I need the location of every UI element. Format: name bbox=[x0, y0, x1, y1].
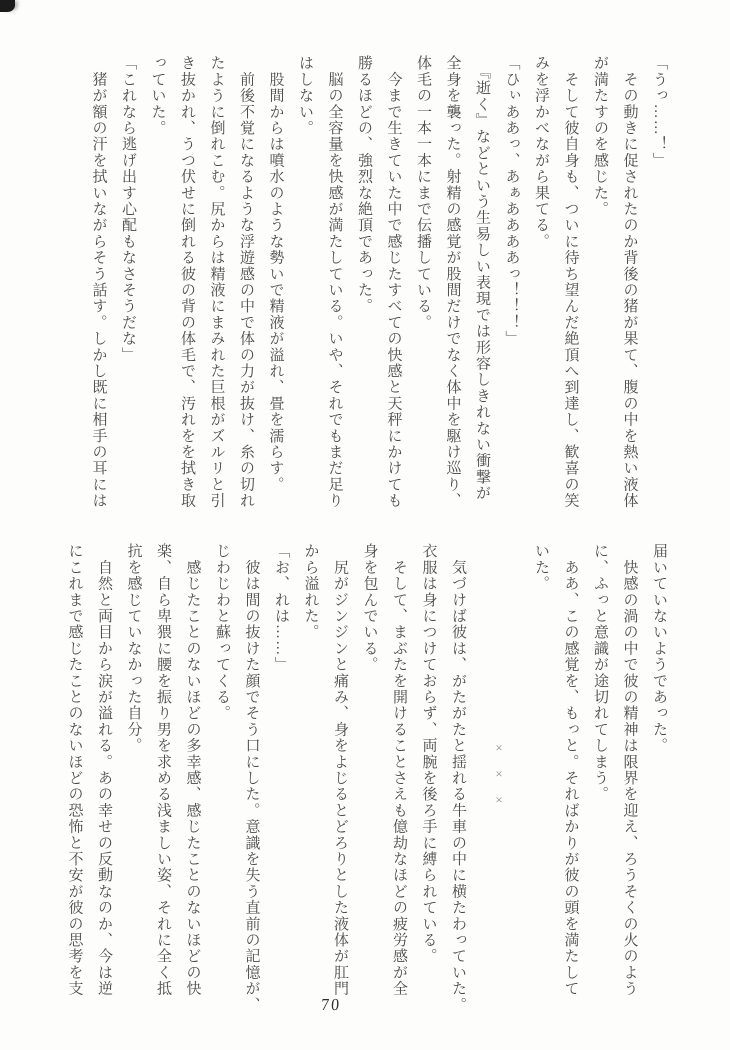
text-column: 股間からは噴水のような勢いで精液が溢れ、畳を濡らす。 bbox=[267, 55, 284, 493]
text-column: っていた。 bbox=[149, 55, 166, 136]
text-column: そして、まぶたを開けることさえも億劫なほどの疲労感が全 bbox=[391, 543, 407, 997]
text-column: 「これなら逃げ出す心配もなさそうだな」 bbox=[120, 55, 136, 363]
text-column: が満たすのを感じた。 bbox=[592, 55, 608, 217]
text-column: 彼は間の抜けた顔でそう口にした。意識を失う直前の記憶が、 bbox=[243, 543, 260, 1013]
text-column: 抗を感じていなかった自分。 bbox=[125, 543, 142, 754]
text-column: じわじわと蘇ってくる。 bbox=[214, 543, 230, 722]
text-column: はしない。 bbox=[297, 55, 313, 136]
text-column: そして彼自身も、ついに待ち望んだ絶頂へ到達し、歓喜の笑 bbox=[562, 55, 579, 509]
text-column: 楽、自ら卑猥に腰を振り男を求める浅ましい姿、それに全く抵 bbox=[155, 543, 171, 997]
text-column: 体毛の一本一本にまで伝播している。 bbox=[415, 55, 431, 331]
text-column: にこれまで感じたことのないほどの恐怖と不安が彼の思考を支 bbox=[66, 543, 83, 997]
text-column: 届いていないようであった。 bbox=[651, 543, 667, 754]
text-column: き抜かれ、うつ伏せに倒れる彼の背の体毛で、汚れをを拭き取 bbox=[179, 55, 195, 509]
text-column: 身を包んでいる。 bbox=[361, 543, 378, 673]
text-column: いた。 bbox=[533, 543, 549, 592]
page-number: 70 bbox=[320, 996, 342, 1015]
text-column: みを浮かべながら果てる。 bbox=[533, 55, 549, 250]
text-block-bottom bbox=[59, 543, 673, 1015]
text-column: 感じたことのないほどの多幸感、感じたことのないほどの快 bbox=[184, 543, 201, 997]
text-block-top bbox=[83, 55, 673, 525]
text-column: から溢れた。 bbox=[302, 543, 319, 641]
text-column: 猪が額の汗を拭いながらそう話す。しかし既に相手の耳には bbox=[90, 55, 107, 509]
text-column: 脳の全容量を快感が満たしている。いや、それでもまだ足り bbox=[326, 55, 343, 509]
scan-corner-artifact bbox=[0, 0, 15, 12]
text-column: 「お、れは……」 bbox=[273, 543, 289, 673]
text-column: 『逝く』などという生易しい表現では形容しきれない衝撃が bbox=[474, 55, 490, 502]
text-column: 「ひぃああっ、あぁああああっ！！！」 bbox=[503, 55, 520, 347]
text-column: 自然と両目から涙が溢れる。あの幸せの反動なのか、今は逆 bbox=[96, 543, 112, 997]
text-column: に、ふっと意識が途切れてしまう。 bbox=[592, 543, 608, 803]
text-column: 気づけば彼は、がたがたと揺れる牛車の中に横たわっていた。 bbox=[450, 543, 466, 1013]
text-column: 全身を襲った。射精の感覚が股間だけでなく体中を駆け巡り、 bbox=[444, 55, 461, 509]
text-column: 衣服は身につけておらず、両腕を後ろ手に縛られている。 bbox=[420, 543, 437, 965]
text-column: たように倒れこむ。尻からは精液にまみれた巨根がズルリと引 bbox=[208, 55, 225, 509]
text-column: 快感の渦の中で彼の精神は限界を迎え、ろうそくの火のよう bbox=[621, 543, 638, 997]
text-column: 今まで生きていた中で感じたすべての快感と天秤にかけても bbox=[385, 55, 402, 509]
text-column: ああ、この感覚を、もっと。そればかりが彼の頭を満たして bbox=[562, 543, 579, 997]
scene-break-marks: ××× bbox=[491, 740, 507, 818]
text-column: 「うっ……！」 bbox=[651, 55, 667, 169]
text-column: 前後不覚になるような浮遊感の中で体の力が抜け、糸の切れ bbox=[238, 55, 254, 509]
text-column: その動きに促されたのか背後の猪が果て、腹の中を熱い液体 bbox=[621, 55, 638, 509]
text-column: 勝るほどの、強烈な絶頂であった。 bbox=[356, 55, 372, 315]
text-column: 尻がジンジンと痛み、身をよじるとどろりとした液体が肛門 bbox=[332, 543, 348, 997]
